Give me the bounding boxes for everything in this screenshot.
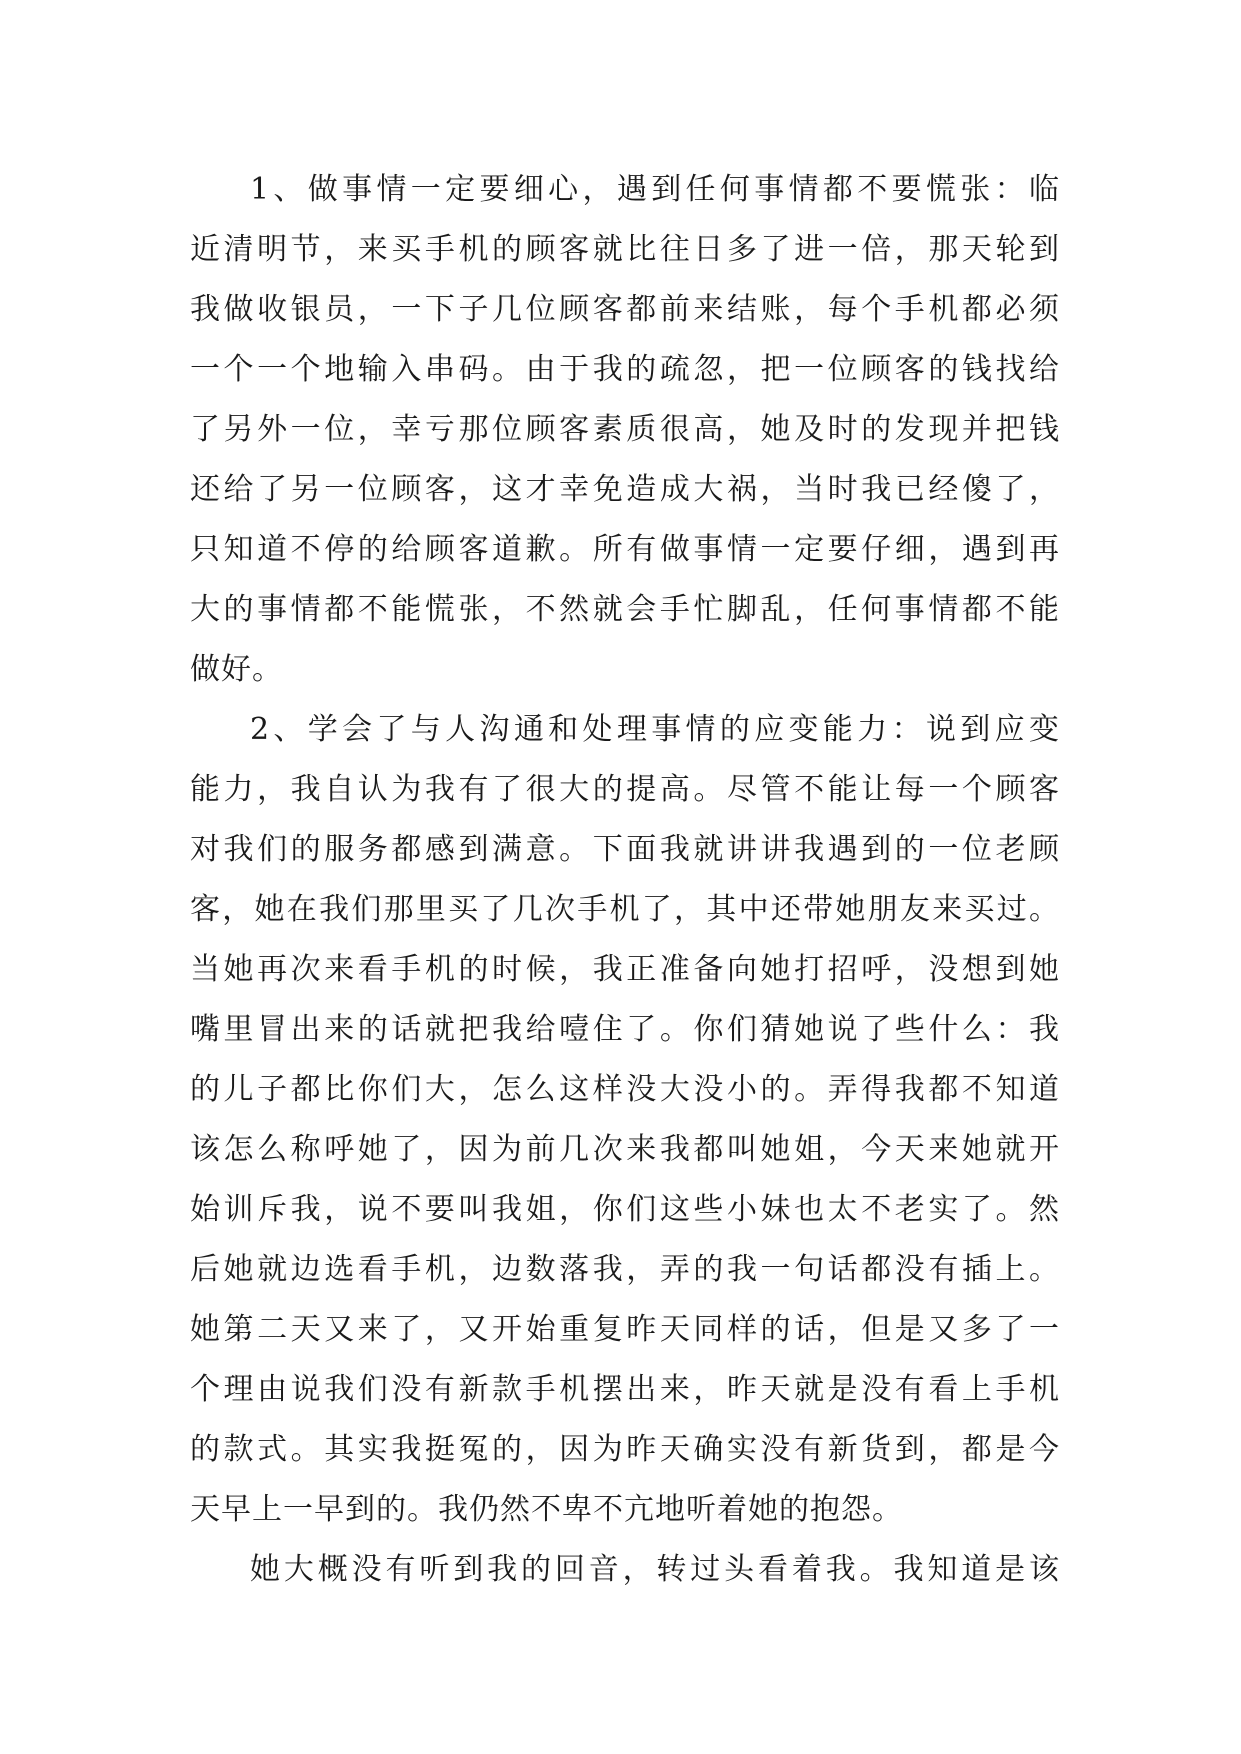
paragraph-1-line-7: 只知道不停的给顾客道歉。所有做事情一定要仔细，遇到再 bbox=[190, 532, 1060, 567]
paragraph-1-line-5: 了另外一位，幸亏那位顾客素质很高，她及时的发现并把钱 bbox=[190, 412, 1060, 447]
paragraph-1-line-1: 1、做事情一定要细心，遇到任何事情都不要慌张：临 bbox=[250, 172, 1060, 207]
paragraph-2-line-5: 当她再次来看手机的时候，我正准备向她打招呼，没想到她 bbox=[190, 952, 1060, 987]
paragraph-1-line-3: 我做收银员，一下子几位顾客都前来结账，每个手机都必须 bbox=[190, 292, 1060, 327]
paragraph-2-line-14: 天早上一早到的。我仍然不卑不亢地听着她的抱怨。 bbox=[190, 1492, 903, 1527]
paragraph-2-line-11: 她第二天又来了，又开始重复昨天同样的话，但是又多了一 bbox=[190, 1312, 1060, 1347]
paragraph-1-line-6: 还给了另一位顾客，这才幸免造成大祸，当时我已经傻了， bbox=[190, 472, 1060, 507]
paragraph-1-line-9: 做好。 bbox=[190, 652, 283, 687]
paragraph-2-line-13: 的款式。其实我挺冤的，因为昨天确实没有新货到，都是今 bbox=[190, 1432, 1060, 1467]
paragraph-1-line-4: 一个一个地输入串码。由于我的疏忽，把一位顾客的钱找给 bbox=[190, 352, 1060, 387]
paragraph-3-line-1: 她大概没有听到我的回音，转过头看着我。我知道是该 bbox=[250, 1552, 1060, 1587]
paragraph-2-line-8: 该怎么称呼她了，因为前几次来我都叫她姐，今天来她就开 bbox=[190, 1132, 1060, 1167]
paragraph-2-line-10: 后她就边选看手机，边数落我，弄的我一句话都没有插上。 bbox=[190, 1252, 1060, 1287]
paragraph-1-line-8: 大的事情都不能慌张，不然就会手忙脚乱，任何事情都不能 bbox=[190, 592, 1060, 627]
body-text bbox=[190, 160, 1060, 1600]
paragraph-2-line-6: 嘴里冒出来的话就把我给噎住了。你们猜她说了些什么：我 bbox=[190, 1012, 1060, 1047]
paragraph-2-line-3: 对我们的服务都感到满意。下面我就讲讲我遇到的一位老顾 bbox=[190, 832, 1060, 867]
paragraph-1-line-2: 近清明节，来买手机的顾客就比往日多了进一倍，那天轮到 bbox=[190, 232, 1060, 267]
paragraph-2-line-4: 客，她在我们那里买了几次手机了，其中还带她朋友来买过。 bbox=[190, 892, 1060, 927]
paragraph-2-line-1: 2、学会了与人沟通和处理事情的应变能力：说到应变 bbox=[250, 712, 1060, 747]
paragraph-2-line-7: 的儿子都比你们大，怎么这样没大没小的。弄得我都不知道 bbox=[190, 1072, 1060, 1107]
paragraph-2-line-2: 能力，我自认为我有了很大的提高。尽管不能让每一个顾客 bbox=[190, 772, 1060, 807]
paragraph-2-line-9: 始训斥我，说不要叫我姐，你们这些小妹也太不老实了。然 bbox=[190, 1192, 1060, 1227]
paragraph-2-line-12: 个理由说我们没有新款手机摆出来，昨天就是没有看上手机 bbox=[190, 1372, 1060, 1407]
